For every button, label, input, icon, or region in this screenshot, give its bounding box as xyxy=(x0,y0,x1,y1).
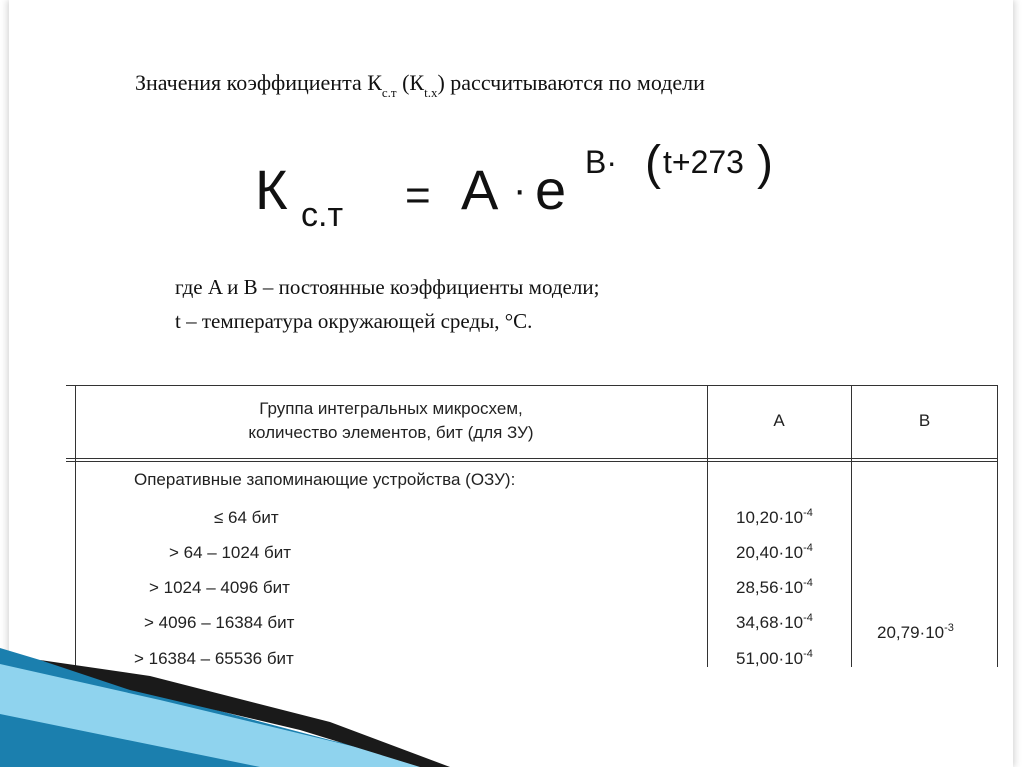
header-group-line-2: количество элементов, бит (для ЗУ) xyxy=(248,423,534,442)
header-a: A xyxy=(773,411,785,430)
formula-exponent-close-paren: ) xyxy=(757,137,773,190)
a-value-mantissa: 28,56·10 xyxy=(736,578,804,597)
a-value-exponent: -4 xyxy=(803,612,813,624)
formula-a: A xyxy=(461,158,499,221)
a-value-mantissa: 10,20·10 xyxy=(736,508,804,527)
formula-base-e: e xyxy=(535,158,567,221)
intro-subscript-ct: с.т xyxy=(381,85,397,100)
formula-exponent-b: B· xyxy=(585,144,617,180)
formula-dot: · xyxy=(513,168,527,212)
intro-text-mid: (К xyxy=(396,70,425,95)
table-row-label: > 64 – 1024 бит xyxy=(169,543,292,562)
formula-lhs: К xyxy=(255,158,288,221)
a-value-mantissa: 34,68·10 xyxy=(736,613,804,632)
table-row-label: > 16384 – 65536 бит xyxy=(134,649,294,667)
header-group-line-1: Группа интегральных микросхем, xyxy=(259,399,523,418)
intro-text-before: Значения коэффициента К xyxy=(135,70,382,95)
table-row-label: > 4096 – 16384 бит xyxy=(144,613,295,632)
intro-text-after: ) рассчитываются по модели xyxy=(437,70,705,95)
a-value-exponent: -4 xyxy=(803,542,813,554)
a-value-exponent: -4 xyxy=(803,648,813,660)
formula-lhs-subscript: с.т xyxy=(301,196,344,234)
formula-exponent-open-paren: ( xyxy=(645,137,661,190)
legend-line-1: где A и B – постоянные коэффициенты модели; xyxy=(175,275,600,299)
table-row-label: > 1024 – 4096 бит xyxy=(149,578,290,597)
formula-exponent-inner: t+273 xyxy=(663,144,744,180)
header-b: B xyxy=(918,411,931,430)
a-value-exponent: -4 xyxy=(803,507,813,519)
legend-line-2: t – температура окружающей среды, °С. xyxy=(175,309,533,333)
table-row-label: ≤ 64 бит xyxy=(214,508,279,527)
section-title: Оперативные запоминающие устройства (ОЗУ): xyxy=(134,470,516,489)
a-value-mantissa: 51,00·10 xyxy=(736,649,804,667)
formula-equals: = xyxy=(405,171,431,220)
intro-subscript-tx: t.x xyxy=(424,85,438,100)
a-value-mantissa: 20,40·10 xyxy=(736,543,804,562)
a-value-exponent: -4 xyxy=(803,577,813,589)
b-value-exponent: -3 xyxy=(944,622,954,634)
b-value-mantissa: 20,79·10 xyxy=(877,623,945,642)
